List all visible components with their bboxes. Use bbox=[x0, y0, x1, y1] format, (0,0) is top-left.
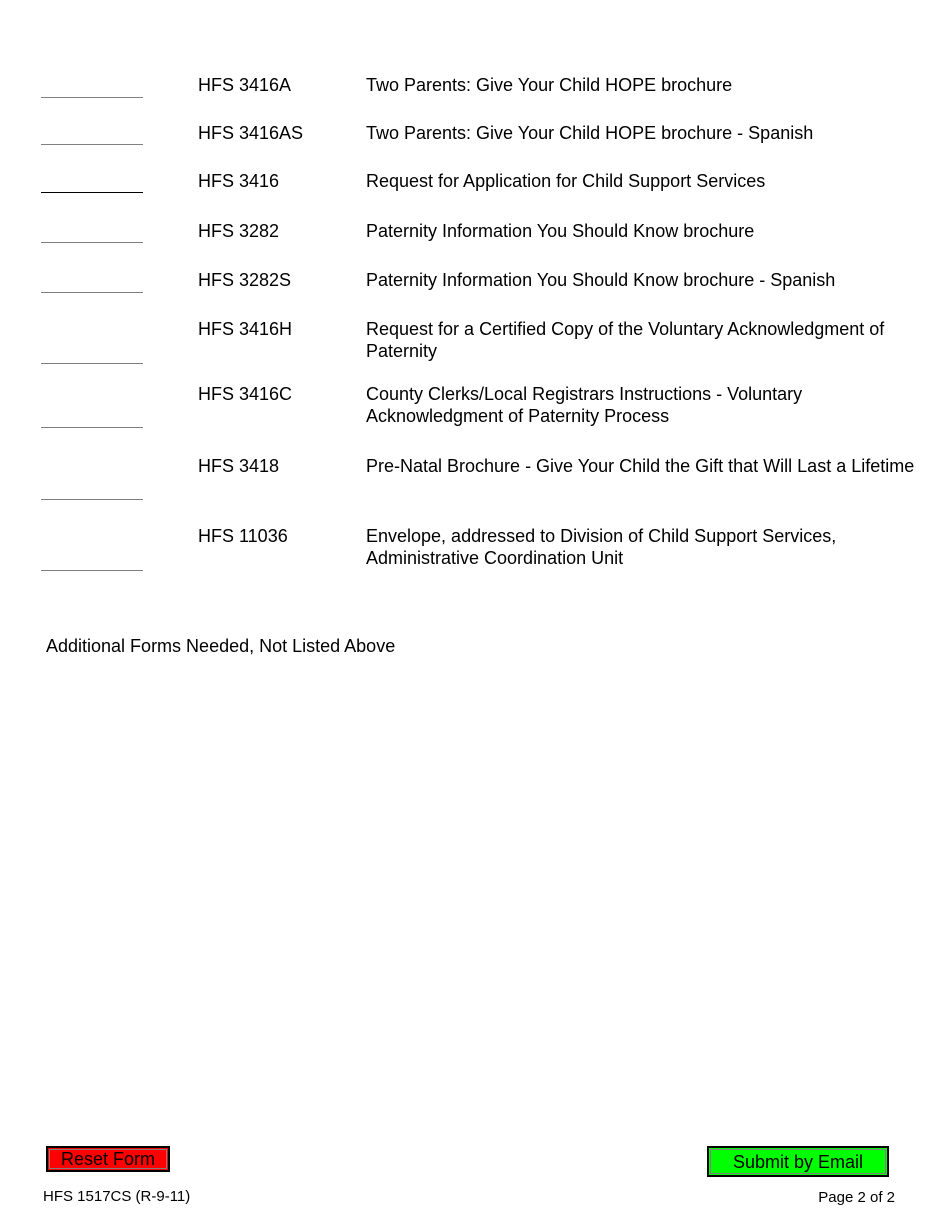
quantity-field[interactable] bbox=[41, 363, 143, 364]
reset-form-button[interactable]: Reset Form bbox=[46, 1146, 170, 1172]
form-description: Request for Application for Child Support Services bbox=[366, 171, 766, 191]
form-description: Two Parents: Give Your Child HOPE brochure bbox=[366, 75, 733, 95]
form-number: HFS 3418 bbox=[198, 456, 280, 476]
quantity-field[interactable] bbox=[41, 242, 143, 243]
form-description: Request for a Certified Copy of the Voluntary Acknowledgment of Paternity bbox=[366, 319, 885, 361]
form-number: HFS 3416 bbox=[198, 171, 280, 191]
form-description: Paternity Information You Should Know brochure - Spanish bbox=[366, 270, 836, 290]
form-description: County Clerks/Local Registrars Instructions - Voluntary Acknowledgment of Paternity Process bbox=[366, 384, 803, 426]
form-number: HFS 3416H bbox=[198, 319, 293, 339]
additional-forms-label: Additional Forms Needed, Not Listed Above bbox=[46, 636, 396, 656]
quantity-field[interactable] bbox=[41, 427, 143, 428]
quantity-field[interactable] bbox=[41, 144, 143, 145]
page-number: Page 2 of 2 bbox=[818, 1189, 895, 1206]
form-id: HFS 1517CS (R-9-11) bbox=[43, 1188, 191, 1205]
form-number: HFS 3416C bbox=[198, 384, 293, 404]
submit-by-email-button[interactable]: Submit by Email bbox=[707, 1146, 889, 1177]
quantity-field[interactable] bbox=[41, 292, 143, 293]
quantity-field[interactable] bbox=[41, 570, 143, 571]
form-description: Two Parents: Give Your Child HOPE brochure - Spanish bbox=[366, 123, 814, 143]
quantity-field[interactable] bbox=[41, 97, 143, 98]
quantity-field[interactable] bbox=[41, 192, 143, 193]
form-description: Paternity Information You Should Know brochure bbox=[366, 221, 755, 241]
form-number: HFS 11036 bbox=[198, 526, 288, 546]
form-number: HFS 3416A bbox=[198, 75, 292, 95]
form-number: HFS 3282S bbox=[198, 270, 292, 290]
form-description: Envelope, addressed to Division of Child Support Services, Administrative Coordination Unit bbox=[366, 526, 837, 568]
quantity-field[interactable] bbox=[41, 499, 143, 500]
form-number: HFS 3282 bbox=[198, 221, 280, 241]
form-number: HFS 3416AS bbox=[198, 123, 304, 143]
form-description: Pre-Natal Brochure - Give Your Child the Gift that Will Last a Lifetime bbox=[366, 456, 915, 476]
